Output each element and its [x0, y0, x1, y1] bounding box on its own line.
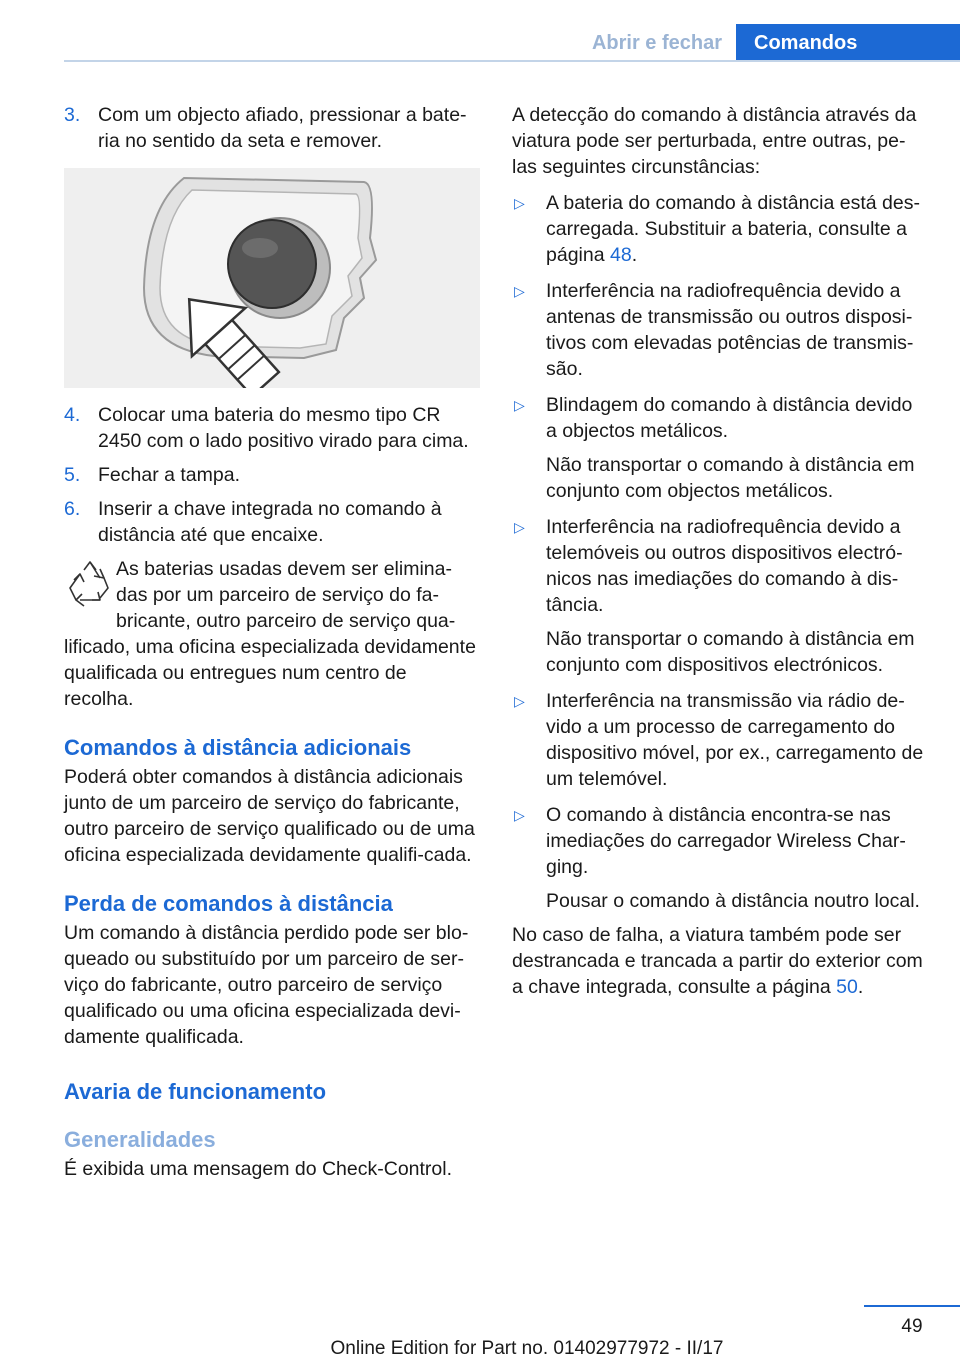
list-item [512, 514, 928, 678]
triangle-bullet-icon: ▷ [514, 397, 525, 413]
outro-text: No caso de falha, a viatura também pode ser destrancada e trancada a partir do exterior com a chave integrada, consulte a página [512, 924, 923, 998]
heading-lost-remotes: Perda de comandos à distância [64, 891, 393, 916]
outro-paragraph [512, 922, 928, 1000]
page-link-48[interactable]: 48 [609, 244, 632, 266]
triangle-bullet-icon: ▷ [514, 693, 525, 709]
triangle-bullet-icon: ▷ [514, 519, 525, 535]
list-item [512, 190, 928, 268]
triangle-bullet-icon: ▷ [514, 283, 525, 299]
remote-key-battery-figure [64, 168, 480, 388]
header-rule [64, 60, 960, 62]
step-5 [64, 462, 480, 488]
list-item-text: Interferência na radiofrequência devido a antenas de transmissão ou outros disposi‐tivos com elevadas potências de transmis‐são. [546, 280, 914, 380]
list-item [512, 392, 928, 504]
list-item-instruction: Não transportar o comando à distância em conjunto com objectos metálicos. [546, 454, 915, 502]
heading-general: Generalidades [64, 1127, 216, 1152]
environment-note [64, 556, 480, 712]
list-item-end: . [631, 244, 638, 266]
list-item-text: A bateria do comando à distância está des‐carregada. Substituir a bateria, consulte a página [546, 192, 920, 266]
right-column [512, 102, 928, 1000]
list-item-text: Interferência na radiofrequência devido a telemóveis ou outros dispositivos electró‐nicos nas imediações do comando à dis‐tância. [546, 516, 903, 616]
footer-rule [864, 1305, 960, 1307]
step-3 [64, 102, 480, 154]
step-text: Fechar a tampa. [98, 464, 240, 486]
intro-paragraph: A detecção do comando à distância através da viatura pode ser perturbada, entre outras, pe‐las seguintes circunstâncias: [512, 104, 917, 178]
page-link-50[interactable]: 50 [836, 976, 858, 998]
page-header [0, 0, 960, 62]
list-item-instruction: Não transportar o comando à distância em conjunto com dispositivos electrónicos. [546, 628, 915, 676]
step-number: 5. [64, 464, 81, 486]
step-number: 4. [64, 404, 81, 426]
triangle-bullet-icon: ▷ [514, 807, 525, 823]
step-text: Inserir a chave integrada no comando à distância até que encaixe. [98, 498, 442, 546]
list-item-instruction: Pousar o comando à distância noutro local. [546, 890, 920, 912]
paragraph-additional-remotes: Poderá obter comandos à distância adicionais junto de um parceiro de serviço do fabricante, outro parceiro de serviço qualificado ou de uma oficina especializada devidamente qualifi‐cada. [64, 766, 475, 866]
paragraph-lost-remotes: Um comando à distância perdido pode ser blo‐queado ou substituído por um parceiro de ser‐viço do fabricante, outro parceiro de serviço qualificado ou uma oficina especializada devi‐damente qualificada. [64, 922, 469, 1048]
outro-end: . [857, 976, 864, 998]
step-text: Colocar uma bateria do mesmo tipo CR 2450 com o lado positivo virado para cima. [98, 404, 469, 452]
heading-additional-remotes: Comandos à distância adicionais [64, 735, 412, 760]
edition-line: Online Edition for Part no. 01402977972 - II/17 [330, 1338, 724, 1359]
step-text: Com um objecto afiado, pressionar a bate‐ria no sentido da seta e remover. [98, 104, 467, 152]
key-battery-illustration [64, 168, 480, 388]
list-item-text: Interferência na transmissão via rádio de‐vido a um processo de carregamento do dispositivo móvel, por ex., carregamento de um telemóvel. [546, 690, 924, 790]
step-4 [64, 402, 480, 454]
list-item [512, 278, 928, 382]
chapter-tab[interactable]: Comandos [736, 24, 960, 62]
step-number: 6. [64, 498, 81, 520]
list-item [512, 802, 928, 914]
heading-malfunction: Avaria de funcionamento [64, 1079, 327, 1104]
paragraph-general: É exibida uma mensagem do Check-Control. [64, 1158, 453, 1180]
list-item-text: O comando à distância encontra-se nas imediações do carregador Wireless Char‐ging. [546, 804, 906, 878]
list-item [512, 688, 928, 792]
recycling-icon [64, 556, 116, 614]
step-number: 3. [64, 104, 81, 126]
triangle-bullet-icon: ▷ [514, 195, 525, 211]
list-item-text: Blindagem do comando à distância devido a objectos metálicos. [546, 394, 913, 442]
section-tab[interactable]: Abrir e fechar [578, 24, 736, 62]
step-6 [64, 496, 480, 548]
page-number: 49 [901, 1316, 923, 1337]
left-column [64, 102, 480, 1182]
environment-note-text: As baterias usadas devem ser elimina‐das por um parceiro de serviço do fa‐bricante, outro parceiro de serviço qua‐lificado, uma oficina especializada devidamente qualificada ou entregues num centro de recolha. [64, 558, 476, 710]
